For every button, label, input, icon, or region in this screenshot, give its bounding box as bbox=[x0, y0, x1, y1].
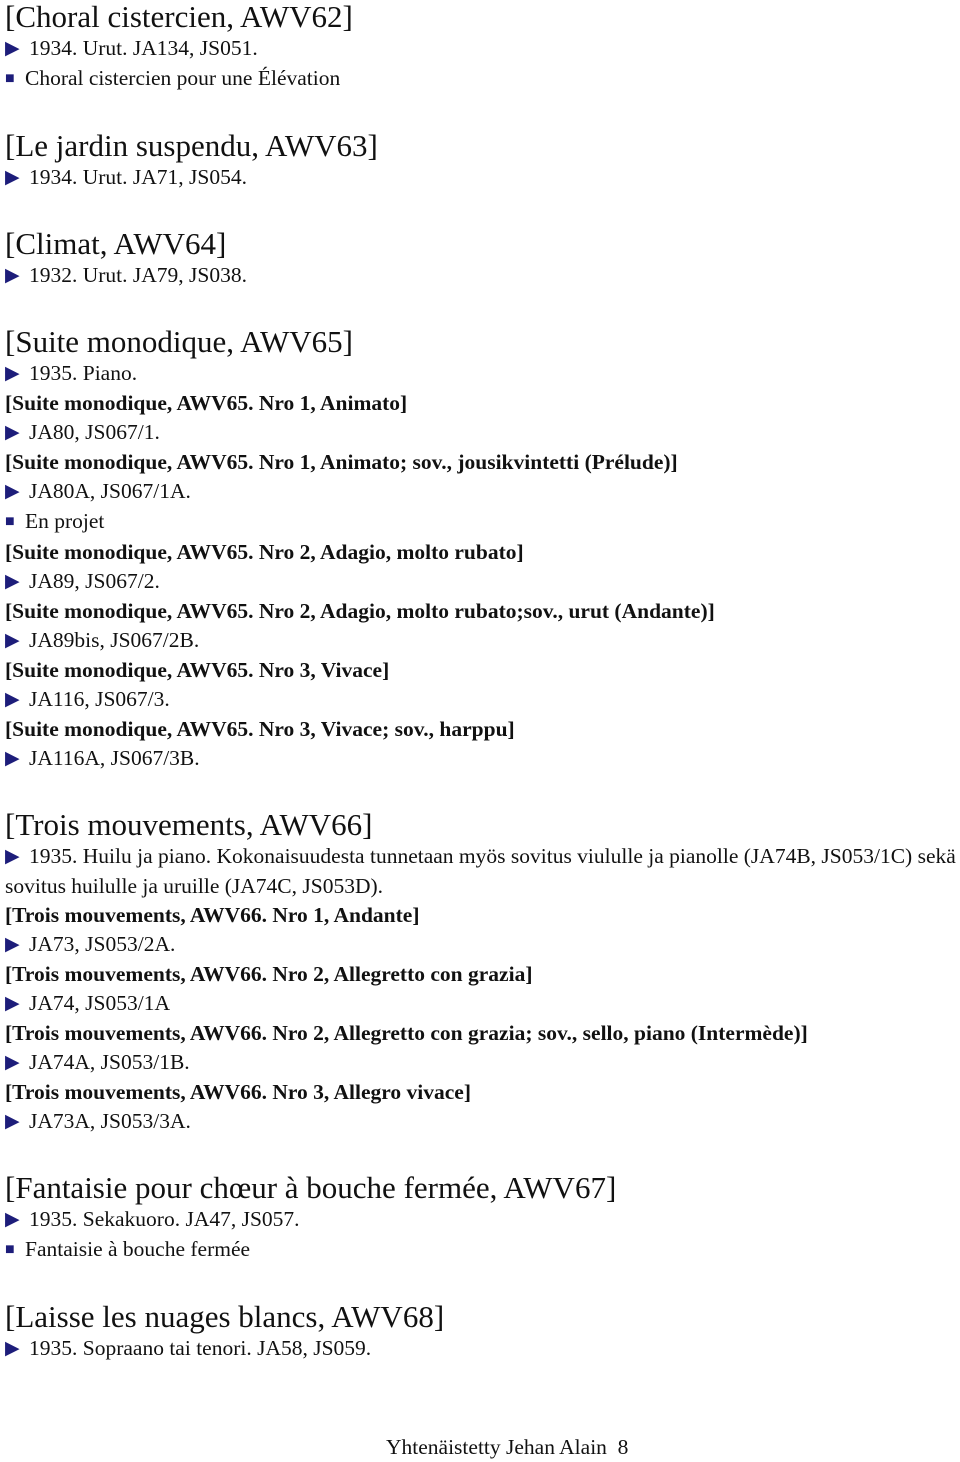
triangle-bullet-icon: ▶ bbox=[5, 1209, 20, 1230]
catalog-line bbox=[5, 744, 957, 774]
catalog-line bbox=[5, 261, 957, 291]
line-text: 1935. Sopraano tai tenori. JA58, JS059. bbox=[29, 1336, 372, 1360]
work-entry bbox=[5, 1171, 957, 1266]
work-title: [Trois mouvements, AWV66] bbox=[5, 807, 373, 842]
catalog-line bbox=[5, 567, 957, 597]
catalog-line bbox=[5, 989, 957, 1019]
square-bullet-icon: ■ bbox=[5, 1241, 15, 1258]
triangle-bullet-icon: ▶ bbox=[5, 689, 20, 710]
page-number: 8 bbox=[617, 1435, 629, 1459]
triangle-bullet-icon: ▶ bbox=[5, 422, 20, 443]
line-text: 1932. Urut. JA79, JS038. bbox=[29, 263, 248, 287]
page-footer bbox=[386, 1432, 628, 1462]
work-entry bbox=[5, 0, 957, 95]
line-text: 1935. Huilu ja piano. Kokonaisuudesta tunnetaan myös sovitus viululle ja pianolle (JA74B, JS053/1C) sekä sovitus huilulle ja uruille (JA74C, JS053D). bbox=[5, 844, 956, 898]
catalog-line bbox=[5, 1334, 957, 1364]
work-entry bbox=[5, 808, 957, 1137]
alt-title-line bbox=[5, 1235, 957, 1266]
catalog-line bbox=[5, 685, 957, 715]
footer-title: Yhtenäistetty Jehan Alain bbox=[386, 1435, 607, 1459]
work-title: [Climat, AWV64] bbox=[5, 226, 227, 261]
catalog-line bbox=[5, 1205, 957, 1235]
line-text: 1934. Urut. JA134, JS051. bbox=[29, 36, 258, 60]
alt-title-line bbox=[5, 64, 957, 95]
movement-title: [Suite monodique, AWV65. Nro 1, Animato; sov., jousikvintetti (Prélude)] bbox=[5, 450, 678, 474]
triangle-bullet-icon: ▶ bbox=[5, 571, 20, 592]
movement-title: [Suite monodique, AWV65. Nro 2, Adagio, molto rubato] bbox=[5, 540, 524, 564]
triangle-bullet-icon: ▶ bbox=[5, 630, 20, 651]
catalog-line bbox=[5, 477, 957, 507]
triangle-bullet-icon: ▶ bbox=[5, 1052, 20, 1073]
work-title: [Fantaisie pour chœur à bouche fermée, AWV67] bbox=[5, 1170, 617, 1205]
line-text: 1934. Urut. JA71, JS054. bbox=[29, 165, 248, 189]
work-entry bbox=[5, 325, 957, 774]
line-text: En projet bbox=[25, 509, 105, 533]
document-body bbox=[5, 0, 957, 1364]
catalog-line bbox=[5, 842, 957, 901]
catalog-line bbox=[5, 359, 957, 389]
work-title: [Laisse les nuages blancs, AWV68] bbox=[5, 1299, 445, 1334]
line-text: JA80A, JS067/1A. bbox=[29, 479, 191, 503]
work-title: [Le jardin suspendu, AWV63] bbox=[5, 128, 378, 163]
movement-title: [Trois mouvements, AWV66. Nro 1, Andante] bbox=[5, 903, 420, 927]
line-text: JA73A, JS053/3A. bbox=[29, 1109, 191, 1133]
work-entry bbox=[5, 227, 957, 291]
catalog-line bbox=[5, 1048, 957, 1078]
line-text: 1935. Sekakuoro. JA47, JS057. bbox=[29, 1207, 300, 1231]
catalog-line bbox=[5, 163, 957, 193]
square-bullet-icon: ■ bbox=[5, 513, 15, 530]
square-bullet-icon: ■ bbox=[5, 70, 15, 87]
movement-title: [Trois mouvements, AWV66. Nro 2, Allegretto con grazia] bbox=[5, 962, 533, 986]
triangle-bullet-icon: ▶ bbox=[5, 1111, 20, 1132]
catalog-line bbox=[5, 626, 957, 656]
line-text: Fantaisie à bouche fermée bbox=[25, 1237, 251, 1261]
line-text: JA89bis, JS067/2B. bbox=[29, 628, 200, 652]
triangle-bullet-icon: ▶ bbox=[5, 363, 20, 384]
movement-title: [Trois mouvements, AWV66. Nro 3, Allegro vivace] bbox=[5, 1080, 471, 1104]
line-text: JA80, JS067/1. bbox=[29, 420, 160, 444]
line-text: JA74A, JS053/1B. bbox=[29, 1050, 190, 1074]
triangle-bullet-icon: ▶ bbox=[5, 748, 20, 769]
work-entry bbox=[5, 129, 957, 193]
catalog-line bbox=[5, 34, 957, 64]
catalog-line bbox=[5, 418, 957, 448]
catalog-line bbox=[5, 1107, 957, 1137]
triangle-bullet-icon: ▶ bbox=[5, 846, 20, 867]
line-text: JA116, JS067/3. bbox=[29, 687, 170, 711]
line-text: JA116A, JS067/3B. bbox=[29, 746, 200, 770]
line-text: 1935. Piano. bbox=[29, 361, 138, 385]
work-title: [Choral cistercien, AWV62] bbox=[5, 0, 353, 34]
movement-title: [Suite monodique, AWV65. Nro 2, Adagio, molto rubato;sov., urut (Andante)] bbox=[5, 599, 715, 623]
line-text: JA89, JS067/2. bbox=[29, 569, 160, 593]
line-text: Choral cistercien pour une Élévation bbox=[25, 66, 341, 90]
movement-title: [Suite monodique, AWV65. Nro 1, Animato] bbox=[5, 391, 408, 415]
triangle-bullet-icon: ▶ bbox=[5, 167, 20, 188]
movement-title: [Trois mouvements, AWV66. Nro 2, Allegretto con grazia; sov., sello, piano (Intermède)] bbox=[5, 1021, 808, 1045]
work-title: [Suite monodique, AWV65] bbox=[5, 324, 353, 359]
work-entry bbox=[5, 1300, 957, 1364]
alt-title-line bbox=[5, 507, 957, 538]
triangle-bullet-icon: ▶ bbox=[5, 993, 20, 1014]
triangle-bullet-icon: ▶ bbox=[5, 265, 20, 286]
line-text: JA74, JS053/1A bbox=[29, 991, 170, 1015]
catalog-line bbox=[5, 930, 957, 960]
movement-title: [Suite monodique, AWV65. Nro 3, Vivace] bbox=[5, 658, 390, 682]
triangle-bullet-icon: ▶ bbox=[5, 1338, 20, 1359]
line-text: JA73, JS053/2A. bbox=[29, 932, 176, 956]
triangle-bullet-icon: ▶ bbox=[5, 481, 20, 502]
triangle-bullet-icon: ▶ bbox=[5, 934, 20, 955]
movement-title: [Suite monodique, AWV65. Nro 3, Vivace; sov., harppu] bbox=[5, 717, 515, 741]
triangle-bullet-icon: ▶ bbox=[5, 38, 20, 59]
